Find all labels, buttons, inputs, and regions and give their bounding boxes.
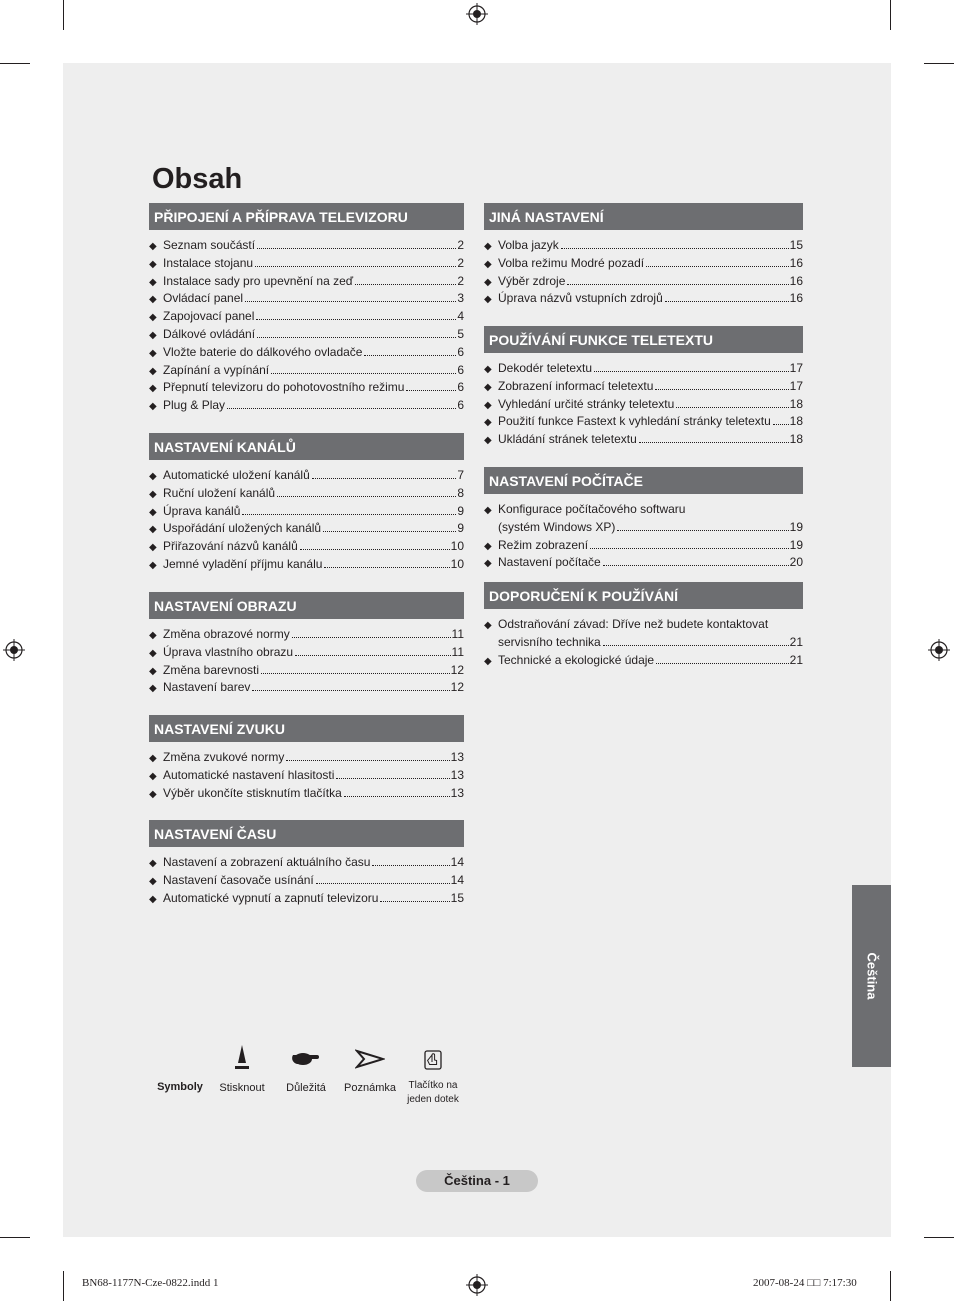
- diamond-bullet-icon: ◆: [149, 506, 157, 518]
- toc-item-page: 18: [789, 432, 803, 447]
- diamond-bullet-icon: ◆: [149, 488, 157, 500]
- crop-mark: [924, 63, 954, 64]
- diamond-bullet-icon: ◆: [149, 875, 157, 887]
- section-pocitac: [484, 467, 803, 572]
- toc-item-label: Dálkové ovládání: [163, 326, 256, 341]
- pointing-hand-icon: [291, 1043, 321, 1071]
- section-heading: NASTAVENÍ POČÍTAČE: [484, 467, 803, 494]
- toc-item-label: Nastavení počítače: [498, 555, 601, 570]
- toc-item-page: 21: [789, 634, 803, 649]
- symbols-heading: Symboly: [157, 1081, 203, 1093]
- toc-item-label: Režim zobrazení: [498, 537, 589, 552]
- toc-item-page: 12: [450, 662, 464, 677]
- toc-item-label: Odstraňování závad: Dříve než budete kontaktovat: [498, 617, 769, 631]
- symbol-note: Poznámka: [340, 1043, 400, 1094]
- note-arrow-icon: [355, 1043, 385, 1071]
- leader-dots: [372, 865, 449, 866]
- leader-dots: [277, 496, 456, 497]
- toc-item-label: Nastavení barev: [163, 680, 251, 695]
- section-doporuceni: [484, 582, 803, 669]
- registration-mark-icon: [928, 639, 950, 661]
- toc-list: [484, 237, 803, 308]
- registration-mark-icon: [3, 639, 25, 661]
- diamond-bullet-icon: ◆: [149, 893, 157, 905]
- toc-item-label: (systém Windows XP): [498, 519, 616, 534]
- leader-dots: [567, 284, 788, 285]
- leader-dots: [603, 565, 789, 566]
- toc-item-page: 2: [457, 255, 464, 270]
- toc-item: [484, 431, 803, 449]
- toc-item-label: Jemné vyladění příjmu kanálu: [163, 556, 323, 571]
- toc-item-page: 7: [457, 468, 464, 482]
- toc-item-label: Plug & Play: [163, 398, 226, 413]
- toc-item-page: 13: [450, 750, 464, 764]
- leader-dots: [646, 266, 789, 267]
- toc-item-label: Seznam součástí: [163, 238, 256, 252]
- leader-dots: [261, 673, 450, 674]
- toc-item: [149, 626, 464, 644]
- section-heading: NASTAVENÍ ČASU: [149, 820, 464, 847]
- toc-sublist: [484, 537, 803, 573]
- toc-item: [149, 503, 464, 521]
- toc-item-page: 11: [451, 644, 464, 659]
- leader-dots: [656, 663, 789, 664]
- toc-item: [484, 255, 803, 273]
- toc-item: [149, 679, 464, 697]
- toc-item-page: 2: [457, 273, 464, 288]
- toc-list: [484, 360, 803, 449]
- leader-dots: [665, 301, 789, 302]
- leader-dots: [639, 442, 789, 443]
- toc-list: [484, 616, 803, 669]
- leader-dots: [590, 548, 789, 549]
- diamond-bullet-icon: ◆: [149, 524, 157, 536]
- toc-list: [149, 467, 464, 574]
- toc-item-page: 16: [789, 255, 803, 270]
- toc-item: [484, 652, 803, 670]
- toc-item: [149, 749, 464, 767]
- diamond-bullet-icon: ◆: [484, 435, 492, 447]
- leader-dots: [773, 424, 789, 425]
- leader-dots: [227, 408, 456, 409]
- registration-mark-icon: [466, 1274, 488, 1296]
- leader-dots: [380, 901, 449, 902]
- leader-dots: [295, 655, 450, 656]
- toc-sublist: [484, 652, 803, 670]
- diamond-bullet-icon: ◆: [484, 294, 492, 306]
- page-number: Čeština - 1: [416, 1170, 538, 1192]
- toc-item: [484, 634, 803, 652]
- leader-dots: [242, 514, 456, 515]
- diamond-bullet-icon: ◆: [149, 788, 157, 800]
- leader-dots: [300, 549, 450, 550]
- toc-item-label: Vložte baterie do dálkového ovladače: [163, 344, 363, 359]
- toc-item: [149, 890, 464, 908]
- section-heading: NASTAVENÍ ZVUKU: [149, 715, 464, 742]
- toc-item-page: 11: [451, 627, 464, 641]
- toc-item: [149, 854, 464, 872]
- crop-mark: [890, 0, 891, 30]
- diamond-bullet-icon: ◆: [484, 241, 492, 252]
- diamond-bullet-icon: ◆: [149, 258, 157, 270]
- toc-item-label: Změna obrazové normy: [163, 627, 290, 641]
- leader-dots: [245, 301, 456, 302]
- leader-dots: [257, 337, 456, 338]
- toc-item: [149, 538, 464, 556]
- diamond-bullet-icon: ◆: [149, 241, 157, 252]
- toc-item-page: 6: [457, 344, 464, 359]
- toc-item-page: 18: [789, 396, 803, 411]
- diamond-bullet-icon: ◆: [484, 540, 492, 552]
- toc-item-label: Změna zvukové normy: [163, 750, 285, 764]
- toc-item-label: Zapínání a vypínání: [163, 362, 270, 377]
- toc-item-label: Volba jazyk: [498, 238, 559, 252]
- toc-item: [149, 467, 464, 485]
- diamond-bullet-icon: ◆: [149, 858, 157, 869]
- toc-item-page: 17: [789, 361, 803, 375]
- toc-item-label: Nastavení a zobrazení aktuálního času: [163, 855, 371, 869]
- toc-item-label: Automatické uložení kanálů: [163, 468, 310, 482]
- toc-item-label: Technické a ekologické údaje: [498, 652, 655, 667]
- one-touch-button-icon: [422, 1043, 444, 1071]
- leader-dots: [252, 690, 449, 691]
- diamond-bullet-icon: ◆: [149, 329, 157, 341]
- toc-item-page: 15: [450, 890, 464, 905]
- toc-item-page: 12: [450, 680, 464, 695]
- toc-item-label: Úprava názvů vstupních zdrojů: [498, 291, 663, 306]
- toc-item: [149, 520, 464, 538]
- toc-item-label: servisního technika: [498, 634, 601, 649]
- leader-dots: [561, 248, 789, 249]
- toc-item-label: Konfigurace počítačového softwaru: [498, 502, 686, 516]
- toc-item-label: Změna barevnosti: [163, 662, 260, 677]
- toc-item-page: 10: [450, 556, 464, 571]
- toc-item: [484, 413, 803, 431]
- leader-dots: [292, 637, 451, 638]
- diamond-bullet-icon: ◆: [484, 417, 492, 429]
- leader-dots: [364, 355, 456, 356]
- crop-mark: [0, 1237, 30, 1238]
- toc-item: [149, 397, 464, 415]
- toc-item-page: 9: [457, 521, 464, 536]
- diamond-bullet-icon: ◆: [149, 347, 157, 359]
- leader-dots: [323, 531, 456, 532]
- toc-item: [149, 644, 464, 662]
- toc-list: [484, 501, 803, 572]
- toc-item: [149, 485, 464, 503]
- section-heading: POUŽÍVÁNÍ FUNKCE TELETEXTU: [484, 326, 803, 353]
- leader-dots: [355, 284, 456, 285]
- toc-item-label: Úprava vlastního obrazu: [163, 644, 294, 659]
- leader-dots: [603, 645, 789, 646]
- toc-item-label: Automatické vypnutí a zapnutí televizoru: [163, 890, 379, 905]
- diamond-bullet-icon: ◆: [149, 665, 157, 677]
- toc-item-label: Ruční uložení kanálů: [163, 485, 276, 500]
- toc-item-page: 17: [789, 378, 803, 393]
- leader-dots: [312, 478, 457, 479]
- diamond-bullet-icon: ◆: [149, 683, 157, 695]
- toc-item-page: 21: [789, 652, 803, 667]
- diamond-bullet-icon: ◆: [484, 558, 492, 570]
- toc-item: [484, 537, 803, 555]
- leader-dots: [271, 373, 456, 374]
- toc-item: [484, 273, 803, 291]
- crop-mark: [924, 1237, 954, 1238]
- toc-item: [484, 616, 803, 634]
- toc-item-label: Přiřazování názvů kanálů: [163, 539, 298, 554]
- toc-item-page: 14: [450, 872, 464, 887]
- leader-dots: [336, 778, 449, 779]
- toc-item-label: Volba režimu Modré pozadí: [498, 255, 645, 270]
- diamond-bullet-icon: ◆: [484, 620, 492, 631]
- leader-dots: [286, 760, 449, 761]
- toc-item-page: 15: [789, 238, 803, 252]
- diamond-bullet-icon: ◆: [149, 630, 157, 641]
- diamond-bullet-icon: ◆: [149, 770, 157, 782]
- section-heading: DOPORUČENÍ K POUŽÍVÁNÍ: [484, 582, 803, 609]
- toc-item: [149, 872, 464, 890]
- diamond-bullet-icon: ◆: [149, 542, 157, 554]
- toc-item-label: Přepnutí televizoru do pohotovostního režimu: [163, 380, 405, 395]
- toc-item: [484, 396, 803, 414]
- symbol-important: Důležitá: [278, 1043, 334, 1094]
- toc-item: [149, 362, 464, 380]
- toc-list: [149, 749, 464, 802]
- toc-item: [484, 554, 803, 572]
- section-heading: JINÁ NASTAVENÍ: [484, 203, 803, 230]
- toc-item: [484, 237, 803, 255]
- toc-item: [484, 360, 803, 378]
- toc-item-label: Dekodér teletextu: [498, 361, 593, 375]
- leader-dots: [655, 389, 788, 390]
- diamond-bullet-icon: ◆: [484, 505, 492, 516]
- crop-mark: [63, 1271, 64, 1301]
- toc-item: [149, 308, 464, 326]
- diamond-bullet-icon: ◆: [484, 399, 492, 411]
- diamond-bullet-icon: ◆: [484, 364, 492, 375]
- leader-dots: [256, 319, 456, 320]
- toc-item-page: 16: [789, 291, 803, 306]
- crop-mark: [0, 63, 30, 64]
- section-obraz: [149, 592, 464, 697]
- leader-dots: [594, 371, 789, 372]
- section-heading: PŘIPOJENÍ A PŘÍPRAVA TELEVIZORU: [149, 203, 464, 230]
- toc-list: [149, 237, 464, 415]
- diamond-bullet-icon: ◆: [149, 365, 157, 377]
- toc-item-label: Ukládání stránek teletextu: [498, 432, 637, 447]
- diamond-bullet-icon: ◆: [149, 294, 157, 306]
- symbols-legend: [140, 1043, 480, 1123]
- toc-item-page: 20: [789, 555, 803, 570]
- leader-dots: [344, 796, 450, 797]
- leader-dots: [617, 530, 788, 531]
- diamond-bullet-icon: ◆: [149, 647, 157, 659]
- symbol-one-touch: Tlačítko na jeden dotek: [403, 1043, 463, 1105]
- toc-item-label: Vyhledání určité stránky teletextu: [498, 396, 675, 411]
- crop-mark: [890, 1271, 891, 1301]
- toc-item-page: 5: [457, 326, 464, 341]
- toc-list: [149, 854, 464, 907]
- toc-item: [484, 290, 803, 308]
- leader-dots: [324, 567, 449, 568]
- diamond-bullet-icon: ◆: [484, 276, 492, 288]
- toc-item-page: 16: [789, 273, 803, 288]
- diamond-bullet-icon: ◆: [149, 401, 157, 413]
- toc-list: [149, 626, 464, 697]
- toc-item: [484, 519, 803, 537]
- diamond-bullet-icon: ◆: [149, 383, 157, 395]
- toc-item-label: Nastavení časovače usínání: [163, 872, 314, 887]
- section-cas: [149, 820, 464, 907]
- toc-item-label: Zapojovací panel: [163, 309, 255, 324]
- diamond-bullet-icon: ◆: [149, 471, 157, 482]
- leader-dots: [255, 266, 456, 267]
- page-title: Obsah: [152, 163, 243, 195]
- toc-item-page: 13: [450, 767, 464, 782]
- press-icon: [232, 1043, 252, 1071]
- toc-item-label: Výběr ukončíte stisknutím tlačítka: [163, 785, 342, 800]
- leader-dots: [257, 248, 456, 249]
- diamond-bullet-icon: ◆: [484, 655, 492, 667]
- diamond-bullet-icon: ◆: [149, 559, 157, 571]
- leader-dots: [316, 883, 450, 884]
- toc-item-label: Automatické nastavení hlasitosti: [163, 767, 335, 782]
- toc-item: [149, 785, 464, 803]
- toc-item-label: Výběr zdroje: [498, 273, 566, 288]
- toc-item-page: 18: [789, 414, 803, 429]
- toc-item-label: Úprava kanálů: [163, 503, 241, 518]
- toc-item: [149, 662, 464, 680]
- toc-item-label: Instalace stojanu: [163, 255, 254, 270]
- toc-item-page: 3: [457, 291, 464, 306]
- toc-item-label: Použití funkce Fastext k vyhledání stránky teletextu: [498, 414, 771, 429]
- leader-dots: [406, 390, 456, 391]
- toc-item-label: Instalace sady pro upevnění na zeď: [163, 273, 354, 288]
- toc-item: [149, 290, 464, 308]
- section-heading: NASTAVENÍ OBRAZU: [149, 592, 464, 619]
- toc-item: [149, 344, 464, 362]
- language-tab: [852, 885, 891, 1067]
- toc-item: [149, 326, 464, 344]
- toc-item: [149, 237, 464, 255]
- file-slug: BN68-1177N-Cze-0822.indd 1: [82, 1277, 219, 1289]
- section-teletext: [484, 326, 803, 449]
- diamond-bullet-icon: ◆: [484, 258, 492, 270]
- toc-item-label: Zobrazení informací teletextu: [498, 378, 654, 393]
- section-pripojeni: [149, 203, 464, 415]
- toc-item-page: 8: [457, 485, 464, 500]
- toc-item-page: 19: [789, 519, 803, 534]
- toc-item-page: 2: [457, 238, 464, 252]
- section-zvuk: [149, 715, 464, 802]
- language-tab-label: Čeština: [864, 952, 879, 1000]
- diamond-bullet-icon: ◆: [484, 381, 492, 393]
- section-jina: [484, 203, 803, 308]
- toc-item-page: 6: [457, 398, 464, 413]
- date-slug: 2007-08-24 □□ 7:17:30: [753, 1277, 857, 1289]
- registration-mark-icon: [466, 3, 488, 25]
- toc-item-page: 9: [457, 503, 464, 518]
- toc-item-page: 10: [450, 539, 464, 554]
- leader-dots: [676, 407, 788, 408]
- section-kanaly: [149, 433, 464, 574]
- toc-item-page: 19: [789, 537, 803, 552]
- crop-mark: [63, 0, 64, 30]
- toc-item-page: 6: [457, 380, 464, 395]
- toc-item: [149, 379, 464, 397]
- toc-item-page: 6: [457, 362, 464, 377]
- toc-item-page: 13: [450, 785, 464, 800]
- toc-item-page: 14: [450, 855, 464, 869]
- toc-item: [149, 273, 464, 291]
- diamond-bullet-icon: ◆: [149, 312, 157, 324]
- toc-item-page: 4: [457, 309, 464, 324]
- toc-item: [149, 255, 464, 273]
- toc-item: [149, 767, 464, 785]
- toc-item: [484, 378, 803, 396]
- diamond-bullet-icon: ◆: [149, 276, 157, 288]
- diamond-bullet-icon: ◆: [149, 753, 157, 764]
- symbol-press: Stisknout: [214, 1043, 270, 1094]
- toc-item: [149, 556, 464, 574]
- section-heading: NASTAVENÍ KANÁLŮ: [149, 433, 464, 460]
- toc-item-label: Ovládací panel: [163, 291, 244, 306]
- toc-item-label: Uspořádání uložených kanálů: [163, 521, 322, 536]
- toc-item: [484, 501, 803, 519]
